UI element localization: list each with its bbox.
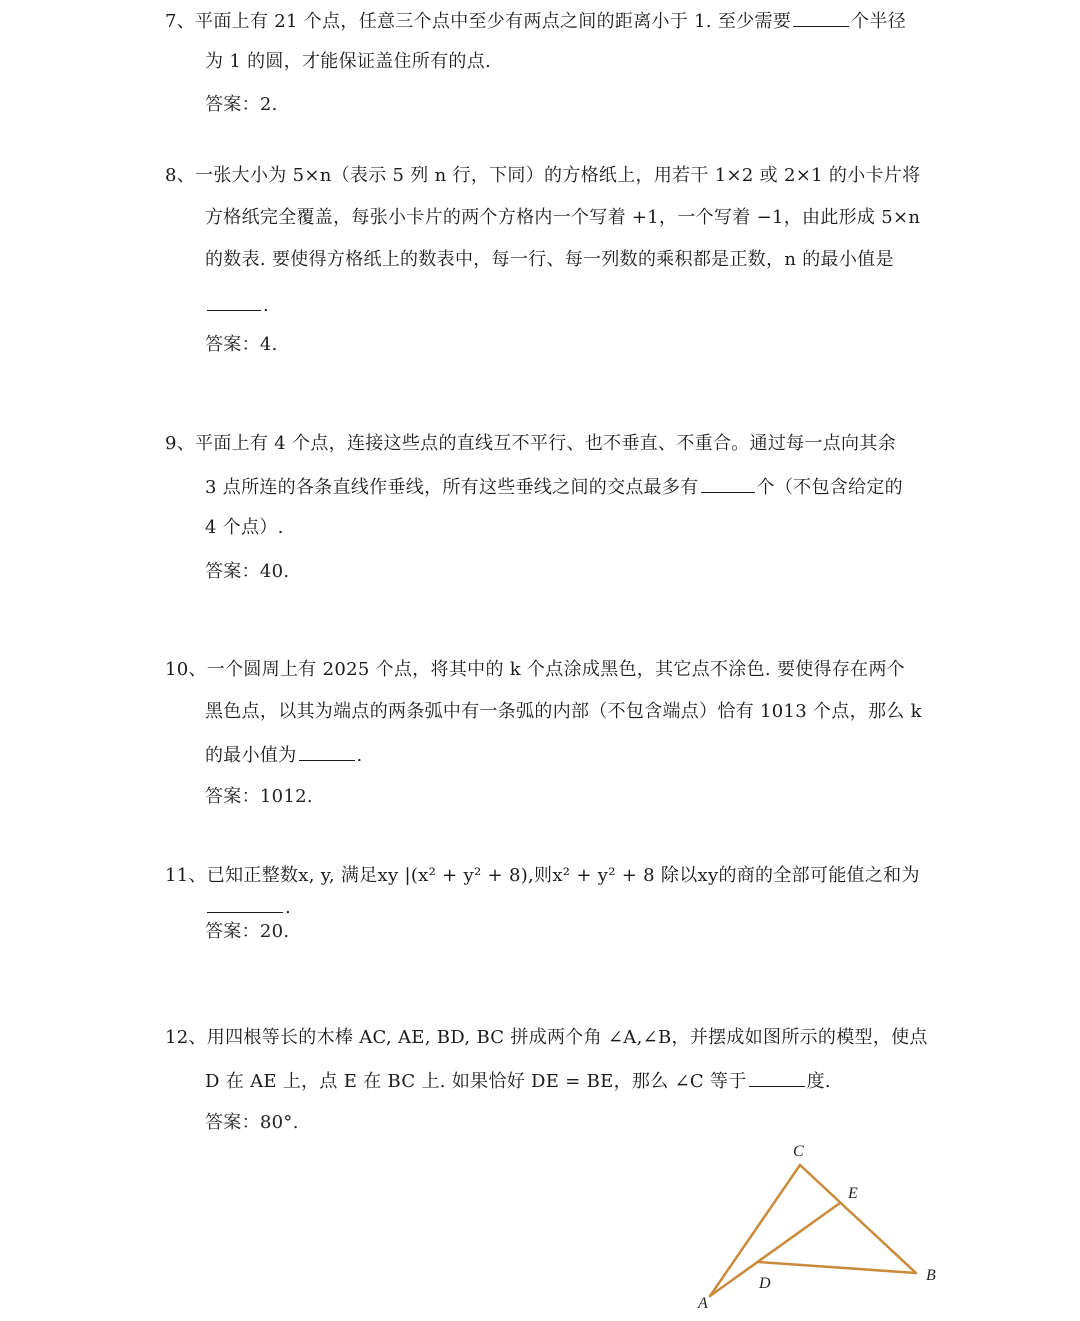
problem-12-answer: 答案：80°. xyxy=(205,1112,299,1133)
label-D: D xyxy=(759,1275,771,1292)
problem-7-line-2: 为 1 的圆，才能保证盖住所有的点. xyxy=(205,51,492,72)
figure-lines xyxy=(710,1165,916,1296)
problem-12-line-2: D 在 AE 上，点 E 在 BC 上. 如果恰好 DE = BE，那么 ∠C 等于 度. xyxy=(205,1068,831,1094)
problem-10-answer: 答案：1012. xyxy=(205,786,313,807)
segment-AE xyxy=(710,1203,840,1296)
problem-8-line-1: 8、一张大小为 5×n（表示 5 列 n 行，下同）的方格纸上，用若干 1×2 或 2×1 的小卡片将 xyxy=(165,165,921,186)
answer-blank xyxy=(793,8,849,27)
problem-8-line-2: 方格纸完全覆盖，每张小卡片的两个方格内一个写着 +1，一个写着 −1，由此形成 5×n xyxy=(205,207,921,228)
problem-12-line-1: 12、用四根等长的木棒 AC, AE, BD, BC 拼成两个角 ∠A,∠B，并摆成如图所示的模型，使点 xyxy=(165,1027,928,1048)
answer-blank xyxy=(749,1068,805,1087)
problem-7-line-1: 7、平面上有 21 个点，任意三个点中至少有两点之间的距离小于 1. 至少需要 个半径 xyxy=(165,8,906,34)
problem-9-line-2: 3 点所连的各条直线作垂线，所有这些垂线之间的交点最多有 个（不包含给定的 xyxy=(205,474,903,500)
problem-10-line-1: 10、一个圆周上有 2025 个点，将其中的 k 个点涂成黑色，其它点不涂色. 要使得存在两个 xyxy=(165,659,906,680)
problem-10-line-3: 的最小值为 . xyxy=(205,742,363,768)
problem-9-answer: 答案：40. xyxy=(205,561,290,582)
problem-8-line-4: . xyxy=(205,292,269,318)
label-A: A xyxy=(698,1295,708,1310)
triangle-figure xyxy=(680,1130,950,1310)
problem-11-line-2: . xyxy=(205,894,291,920)
problem-7-answer: 答案：2. xyxy=(205,94,278,115)
segment-DB xyxy=(758,1262,916,1273)
answer-blank xyxy=(299,742,355,761)
problem-11-line-1: 11、已知正整数x, y, 满足xy |(x² + y² + 8),则x² + y² + 8 除以xy的商的全部可能值之和为 xyxy=(165,865,920,886)
label-B: B xyxy=(926,1267,936,1284)
problem-10-line-2: 黑色点，以其为端点的两条弧中有一条弧的内部（不包含端点）恰有 1013 个点，那么 k xyxy=(205,701,922,722)
answer-blank xyxy=(701,474,755,493)
problem-9-line-3: 4 个点）. xyxy=(205,517,284,538)
segment-AC xyxy=(710,1165,800,1296)
label-C: C xyxy=(793,1143,804,1160)
label-E: E xyxy=(848,1185,858,1202)
answer-blank xyxy=(207,894,283,913)
problem-8-line-3: 的数表. 要使得方格纸上的数表中，每一行、每一列数的乘积都是正数，n 的最小值是 xyxy=(205,249,894,270)
problem-8-answer: 答案：4. xyxy=(205,334,278,355)
problem-11-answer: 答案：20. xyxy=(205,921,290,942)
problem-9-line-1: 9、平面上有 4 个点，连接这些点的直线互不平行、也不垂直、不重合。通过每一点向其余 xyxy=(165,433,896,454)
answer-blank xyxy=(207,292,261,311)
